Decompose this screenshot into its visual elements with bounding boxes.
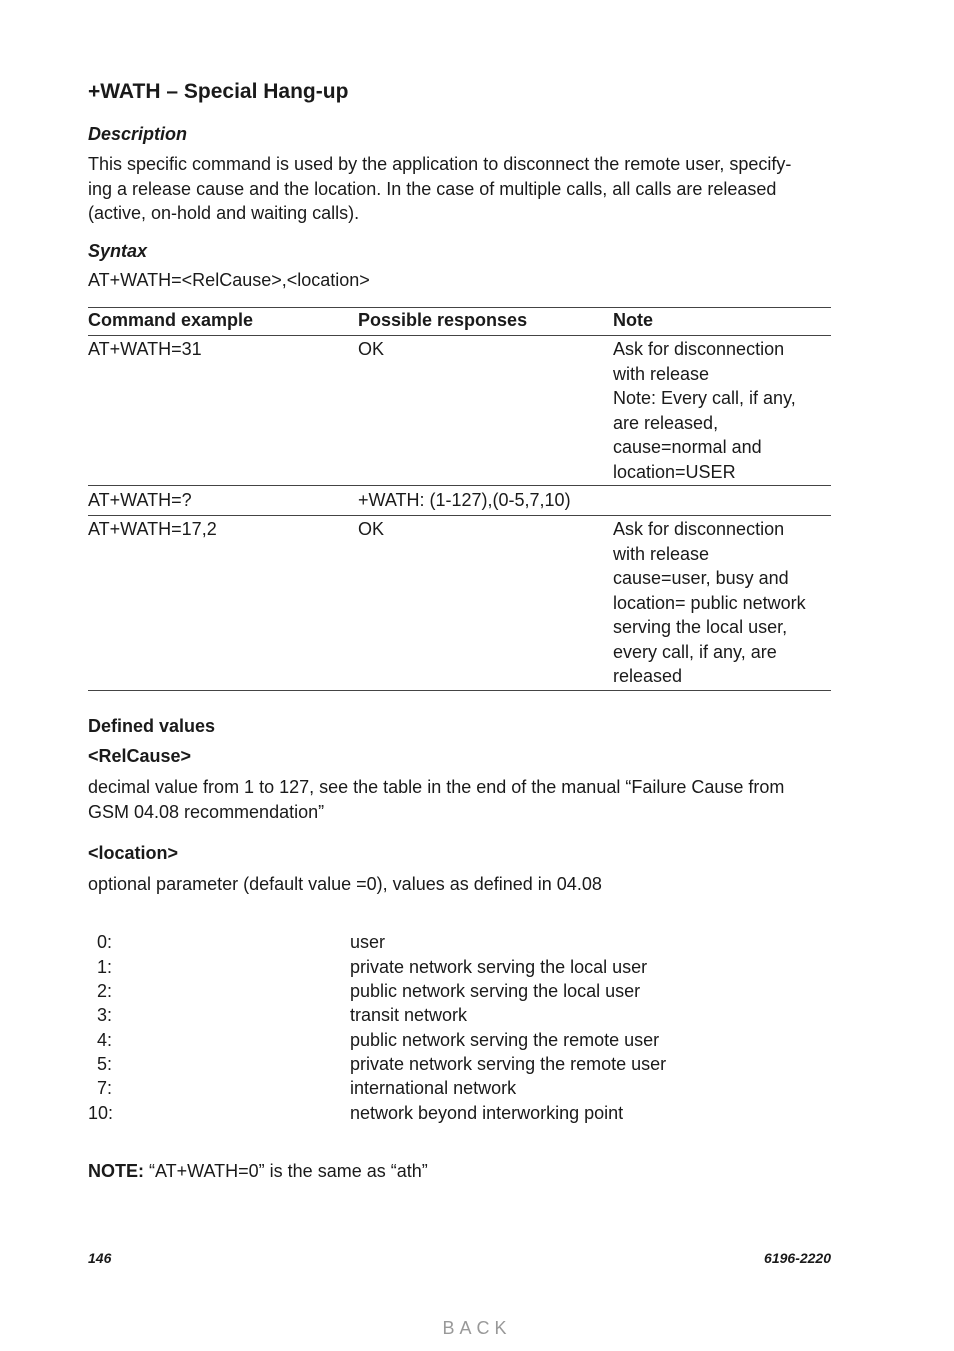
- note-line: location=USER: [613, 461, 736, 482]
- value-code: 3:: [96, 1005, 112, 1025]
- table-row-rule: [88, 485, 831, 486]
- note-line: Ask for disconnection: [613, 339, 785, 359]
- relcause-heading: <RelCause>: [88, 746, 192, 766]
- value-desc: network beyond interworking point: [350, 1103, 624, 1123]
- syntax-heading: Syntax: [88, 241, 148, 261]
- relcause-line: GSM 04.08 recommendation”: [88, 801, 325, 822]
- row-command: AT+WATH=?: [88, 490, 192, 510]
- header-note: Note: [613, 310, 653, 330]
- note-line: serving the local user,: [613, 617, 788, 637]
- note-line: with release: [613, 363, 710, 384]
- description-line: ing a release cause and the location. In the case of multiple calls, all calls are released: [88, 178, 777, 199]
- page-title: +WATH – Special Hang-up: [88, 80, 349, 103]
- description-line: (active, on-hold and waiting calls).: [88, 203, 360, 223]
- value-code: 4:: [96, 1030, 112, 1050]
- value-desc: public network serving the remote user: [350, 1030, 660, 1050]
- row-command: AT+WATH=31: [88, 339, 202, 359]
- table-row-rule: [88, 515, 831, 516]
- location-text: optional parameter (default value =0), values as defined in 04.08: [88, 874, 602, 894]
- value-code: 2:: [96, 981, 112, 1001]
- row-note: [613, 337, 796, 484]
- row-response: +WATH: (1-127),(0-5,7,10): [358, 490, 571, 510]
- note-line: Note: Every call, if any,: [613, 388, 796, 408]
- page-number: 146: [88, 1250, 112, 1266]
- relcause-line: decimal value from 1 to 127, see the table in the end of the manual “Failure Cause from: [88, 777, 785, 797]
- value-desc: private network serving the local user: [350, 957, 648, 977]
- defined-values-heading: Defined values: [88, 716, 216, 736]
- note-label: NOTE:: [88, 1161, 144, 1181]
- note-line: with release: [613, 543, 710, 564]
- back-link[interactable]: BACK: [442, 1318, 512, 1338]
- relcause-text: [88, 775, 828, 824]
- header-command-example: Command example: [88, 310, 254, 330]
- row-response: OK: [358, 519, 385, 539]
- value-code: 0:: [96, 932, 112, 952]
- value-desc: private network serving the remote user: [350, 1054, 667, 1074]
- header-possible-responses: Possible responses: [358, 310, 528, 330]
- note-line: every call, if any, are: [613, 641, 777, 662]
- document-number: 6196-2220: [764, 1250, 831, 1266]
- row-response: OK: [358, 339, 385, 359]
- value-desc: international network: [350, 1078, 517, 1098]
- note-line: released: [613, 666, 683, 686]
- description-line: This specific command is used by the application to disconnect the remote user, specify-: [88, 154, 792, 174]
- table-header-rule: [88, 335, 831, 336]
- description-heading: Description: [88, 124, 188, 144]
- note-line: are released,: [613, 412, 719, 433]
- value-code: 7:: [96, 1078, 112, 1098]
- value-code: 1:: [96, 957, 112, 977]
- row-command: AT+WATH=17,2: [88, 519, 217, 539]
- note-line: cause=normal and: [613, 437, 762, 457]
- value-desc: transit network: [350, 1005, 468, 1025]
- note-line: cause=user, busy and: [613, 568, 789, 588]
- value-code: 5:: [96, 1054, 112, 1074]
- value-desc: public network serving the local user: [350, 981, 641, 1001]
- location-heading: <location>: [88, 843, 179, 863]
- note-paragraph: [88, 1159, 828, 1184]
- description-text: [88, 152, 828, 226]
- value-desc: user: [350, 932, 386, 952]
- value-code: 10:: [88, 1103, 114, 1123]
- row-note: [613, 517, 806, 689]
- note-line: location= public network: [613, 592, 806, 613]
- syntax-command: AT+WATH=<RelCause>,<location>: [88, 270, 370, 290]
- table-bottom-rule: [88, 690, 831, 691]
- note-text: “AT+WATH=0” is the same as “ath”: [144, 1161, 428, 1181]
- note-line: Ask for disconnection: [613, 519, 785, 539]
